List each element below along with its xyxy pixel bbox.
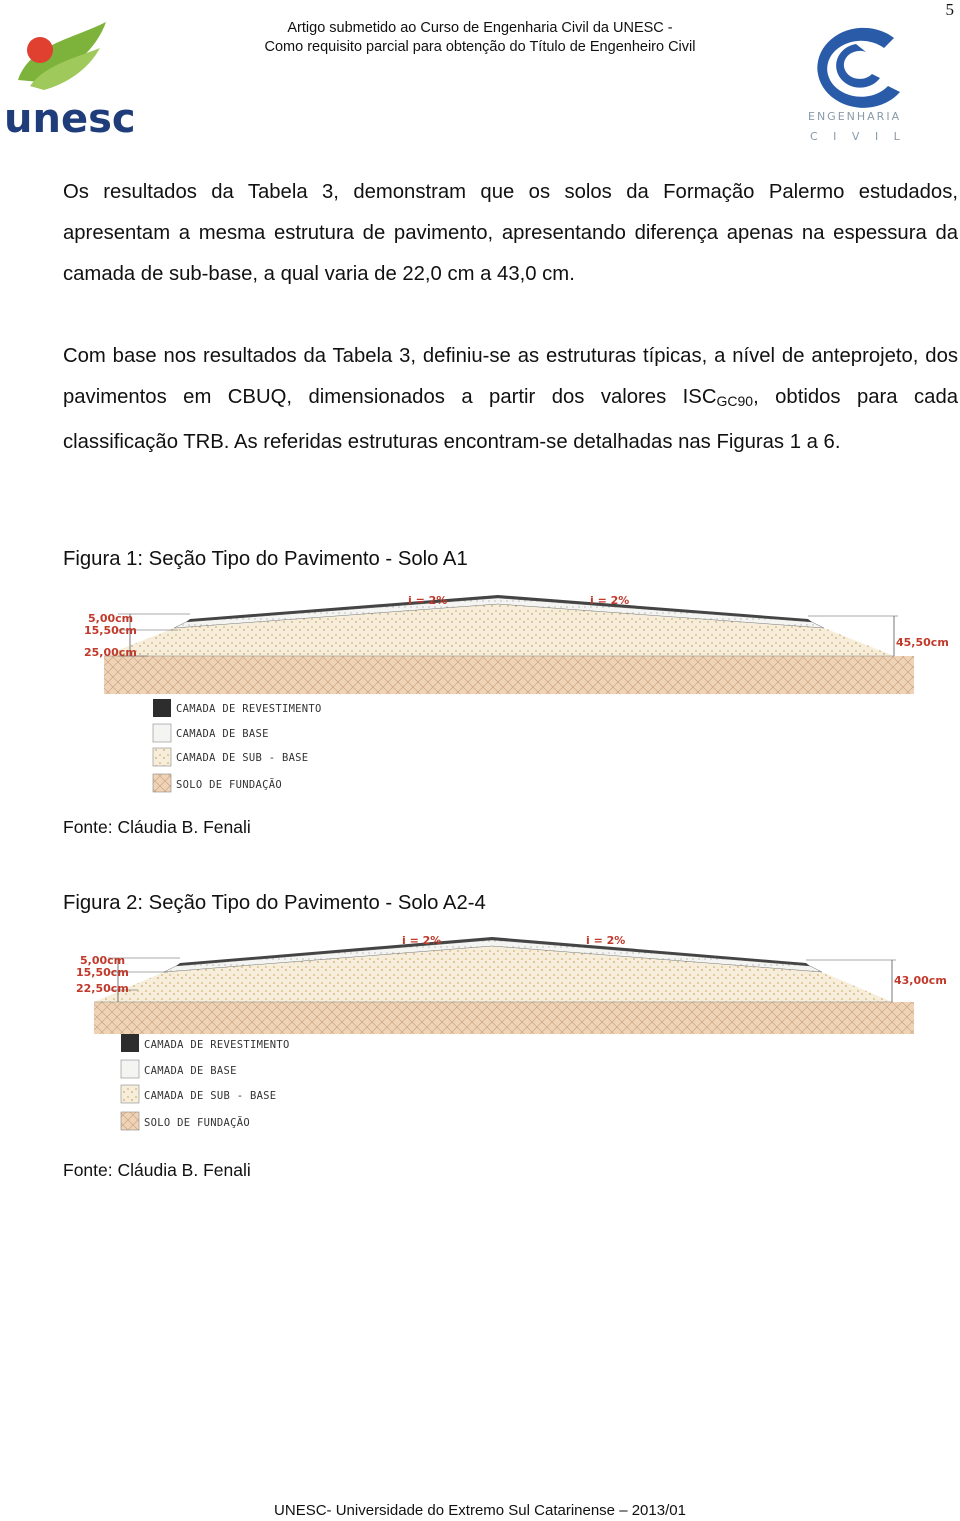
legend-swatch-base: [153, 724, 171, 742]
engenharia-text: ENGENHARIA: [808, 110, 902, 123]
dim-label-revestimento: 5,00cm: [88, 612, 134, 625]
slope-label-left: i = 2%: [402, 934, 442, 947]
dim-label-revestimento: 5,00cm: [80, 954, 126, 967]
dim-label-total: 45,50cm: [896, 636, 949, 649]
dim-label-base: 15,50cm: [84, 624, 137, 637]
figure-2-legend: [118, 1030, 358, 1136]
paragraph-2-text: Com base nos resultados da Tabela 3, definiu-se as estruturas típicas, a nível de anteprojeto, dos pavimentos em CBUQ, dimensionados a partir dos valores ISC: [63, 345, 958, 408]
legend-swatch-solo: [153, 774, 171, 792]
paragraph-1: Os resultados da Tabela 3, demonstram que os solos da Formação Palermo estudados, apresentam a mesma estrutura de pavimento, apresentando diferença apenas na espessura da camada de sub-base, a qual varia de 22,0 cm a 43,0 cm.: [63, 181, 958, 285]
legend-label-base: CAMADA DE BASE: [144, 1065, 237, 1077]
slope-label-left: i = 2%: [408, 594, 448, 607]
figure-1-source: Fonte: Cláudia B. Fenali: [63, 817, 251, 837]
engenharia-civil-logo: [796, 20, 922, 148]
legend-swatch-revestimento: [121, 1034, 139, 1052]
dim-label-subbase: 22,50cm: [76, 982, 129, 995]
legend-swatch-solo: [121, 1112, 139, 1130]
figure-1-legend: [150, 696, 390, 800]
slope-label-right: i = 2%: [590, 594, 630, 607]
figure-2-pavement-section: [72, 932, 947, 1036]
legend-label-subbase: CAMADA DE SUB - BASE: [144, 1090, 277, 1102]
paragraph-2: [63, 336, 958, 463]
isc-subscript: GC90: [716, 393, 754, 409]
paragraph-2-text-end: , obtidos para cada classificação TRB. As referidas estruturas encontram-se detalhadas nas Figuras 1 a 6.: [63, 386, 959, 453]
dim-label-total: 43,00cm: [894, 974, 947, 987]
civil-text: C I V I L: [810, 130, 906, 143]
legend-label-subbase: CAMADA DE SUB - BASE: [176, 752, 309, 764]
page-number: 5: [945, 0, 954, 19]
figure-2-source: Fonte: Cláudia B. Fenali: [63, 1160, 251, 1180]
figure-2-caption: Figura 2: Seção Tipo do Pavimento - Solo A2-4: [63, 892, 486, 914]
unesc-logo-text: unesc: [4, 96, 136, 142]
legend-label-base: CAMADA DE BASE: [176, 728, 269, 740]
legend-label-solo: SOLO DE FUNDAÇÃO: [144, 1117, 250, 1129]
legend-label-revestimento: CAMADA DE REVESTIMENTO: [176, 703, 322, 715]
dim-label-base: 15,50cm: [76, 966, 129, 979]
legend-label-solo: SOLO DE FUNDAÇÃO: [176, 779, 282, 791]
header-line-1: Artigo submetido ao Curso de Engenharia Civil da UNESC -: [287, 20, 673, 36]
legend-swatch-subbase: [121, 1085, 139, 1103]
legend-label-revestimento: CAMADA DE REVESTIMENTO: [144, 1039, 290, 1051]
figure-1-caption: Figura 1: Seção Tipo do Pavimento - Solo A1: [63, 548, 468, 570]
header-line-2: Como requisito parcial para obtenção do Título de Engenheiro Civil: [264, 39, 696, 55]
legend-swatch-subbase: [153, 748, 171, 766]
slope-label-right: i = 2%: [586, 934, 626, 947]
legend-swatch-base: [121, 1060, 139, 1078]
footer: UNESC- Universidade do Extremo Sul Catarinense – 2013/01: [274, 1502, 686, 1519]
legend-swatch-revestimento: [153, 699, 171, 717]
unesc-logo: [0, 10, 136, 142]
figure-1-pavement-section: [78, 592, 949, 700]
dim-label-subbase: 25,00cm: [84, 646, 137, 659]
